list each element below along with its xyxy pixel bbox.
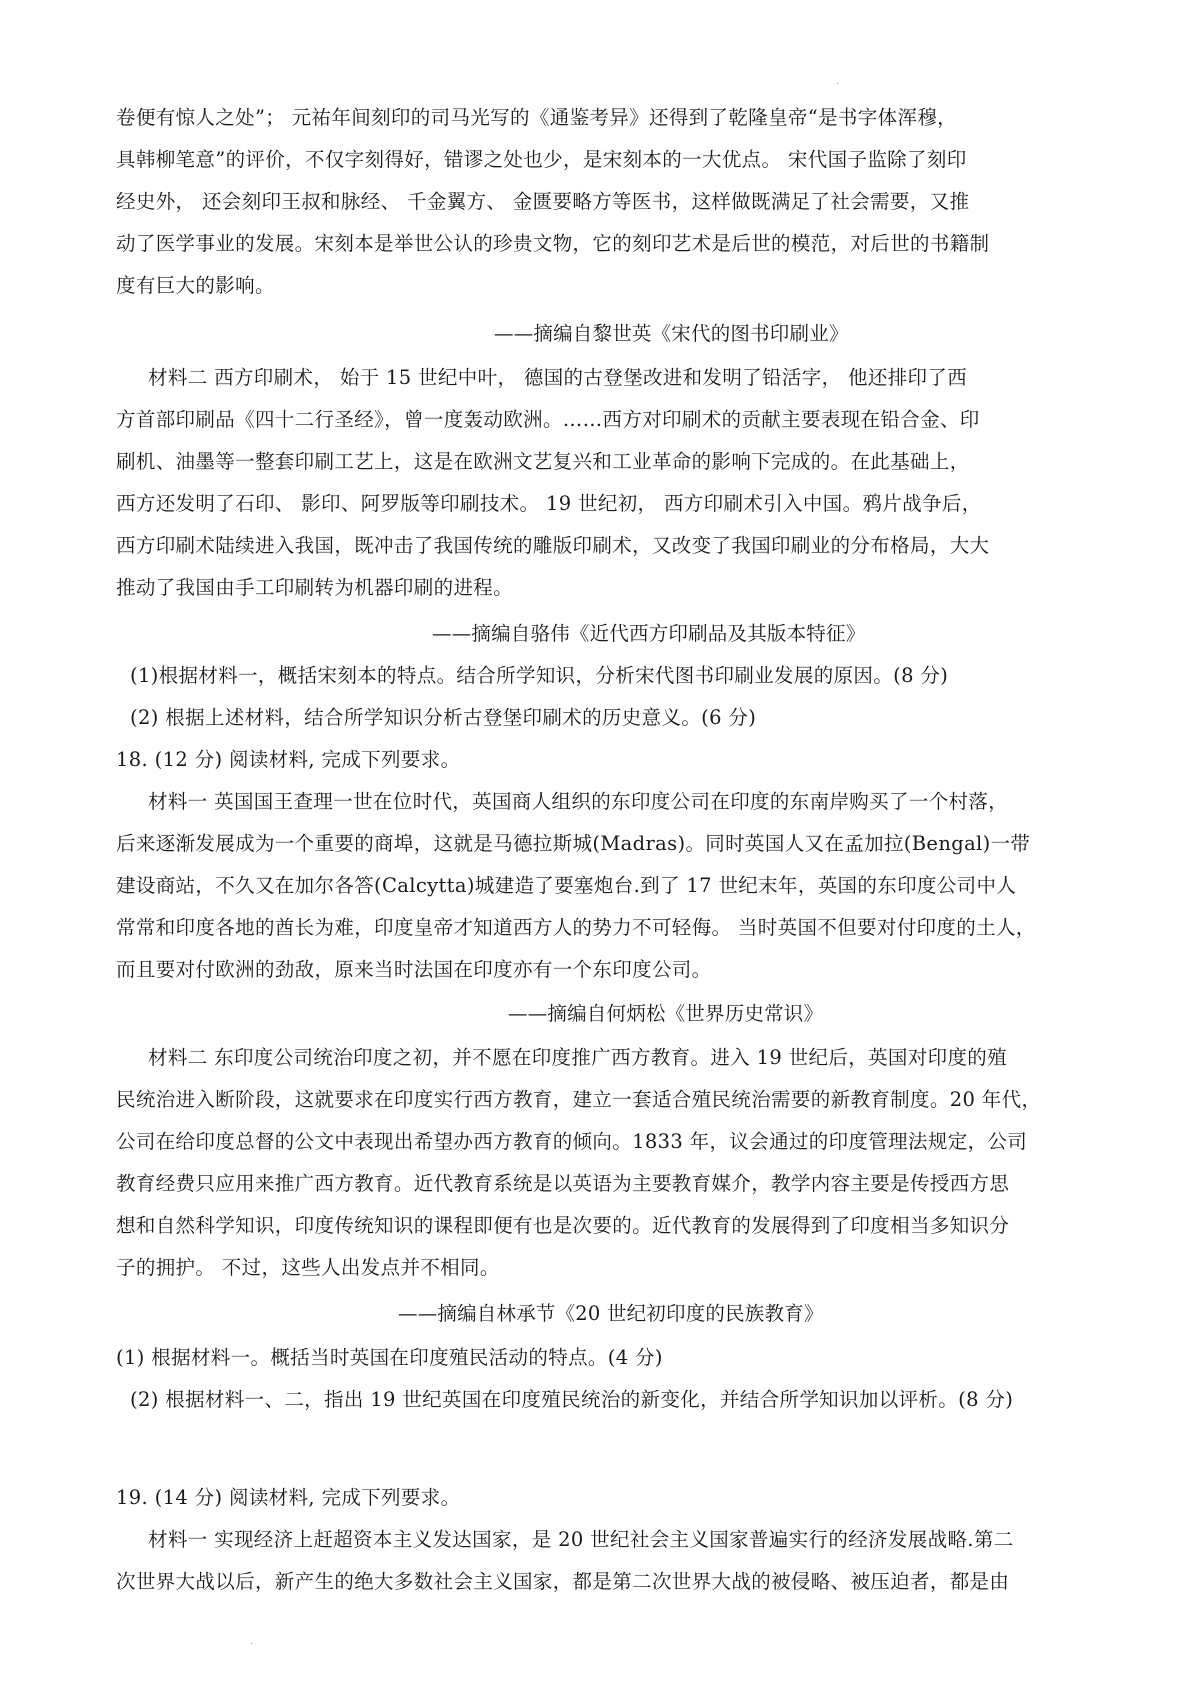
text-line: 动了医学事业的发展。宋刻本是举世公认的珍贵文物，它的刻印艺术是后世的模范，对后世的书籍制	[116, 232, 990, 255]
text-line: 而且要对付欧洲的劲敌，原来当时法国在印度亦有一个东印度公司。	[116, 958, 712, 981]
text-line: 建设商站，不久又在加尔各答(Calcytta)城建造了要塞炮台.到了 17 世纪末年，英国的东印度公司中人	[116, 874, 1017, 897]
question-item: (2) 根据材料一、二，指出 19 世纪英国在印度殖民统治的新变化，并结合所学知识加以评析。(8 分)	[130, 1388, 1014, 1411]
text-line: 具韩柳笔意”的评价，不仅字刻得好，错谬之处也少，是宋刻本的一大优点。 宋代国子监除了刻印	[116, 148, 967, 171]
text-line: 子的拥护。 不过，这些人出发点并不相同。	[116, 1256, 500, 1279]
text-line: 卷便有惊人之处”； 元祐年间刻印的司马光写的《通鉴考异》还得到了乾隆皇帝“是书字体浑穆，	[116, 106, 958, 129]
question-heading: 19. (14 分) 阅读材料, 完成下列要求。	[116, 1486, 461, 1509]
text-line: 常常和印度各地的酋长为难，印度皇帝才知道西方人的势力不可轻侮。 当时英国不但要对付印度的土人，	[116, 916, 1036, 939]
text-line: 次世界大战以后，新产生的绝大多数社会主义国家，都是第二次世界大战的被侵略、被压迫者，都是由	[116, 1570, 1010, 1593]
text-line: 材料一 实现经济上赶超资本主义发达国家，是 20 世纪社会主义国家普遍实行的经济发展战略.第二	[148, 1528, 1014, 1551]
question-heading: 18. (12 分) 阅读材料, 完成下列要求。	[116, 748, 461, 771]
source-citation: ——摘编自黎世英《宋代的图书印刷业》	[494, 322, 849, 345]
page-mark-top: ·	[836, 79, 840, 90]
page-mark-bottom: ·	[250, 1639, 254, 1650]
text-line: 推动了我国由手工印刷转为机器印刷的进程。	[116, 576, 514, 599]
text-line: 西方印刷术陆续进入我国，既冲击了我国传统的雕版印刷术，又改变了我国印刷业的分布格局，大大	[116, 534, 990, 557]
text-line: 度有巨大的影响。	[116, 274, 275, 297]
text-line: 教育经费只应用来推广西方教育。近代教育系统是以英语为主要教育媒介，教学内容主要是传授西方思	[116, 1172, 1010, 1195]
text-line: 方首部印刷品《四十二行圣经》，曾一度轰动欧洲。……西方对印刷术的贡献主要表现在铅合金、印	[116, 408, 980, 431]
text-line: 经史外， 还会刻印王叔和脉经、 千金翼方、 金匮要略方等医书，这样做既满足了社会需要，又推	[116, 190, 970, 213]
text-line: 材料一 英国国王查理一世在位时代，英国商人组织的东印度公司在印度的东南岸购买了一个村落，	[148, 790, 1009, 813]
question-item: (1) 根据材料一。概括当时英国在印度殖民活动的特点。(4 分)	[116, 1346, 663, 1369]
source-citation: ——摘编自骆伟《近代西方印刷品及其版本特征》	[432, 622, 866, 645]
text-line: 材料二 东印度公司统治印度之初，并不愿在印度推广西方教育。进入 19 世纪后，英国对印度的殖	[148, 1046, 1008, 1069]
text-line: 后来逐渐发展成为一个重要的商埠，这就是马德拉斯城(Madras)。同时英国人又在孟加拉(Bengal)一带	[116, 832, 1031, 855]
text-line: 民统治进入断阶段，这就要求在印度实行西方教育，建立一套适合殖民统治需要的新教育制度。20 年代，	[116, 1088, 1042, 1111]
text-line: 西方还发明了石印、 影印、阿罗版等印刷技术。 19 世纪初， 西方印刷术引入中国。鸦片战争后，	[116, 492, 982, 515]
text-line: 公司在给印度总督的公文中表现出希望办西方教育的倾向。1833 年，议会通过的印度管理法规定，公司	[116, 1130, 1028, 1153]
text-line: 想和自然科学知识，印度传统知识的课程即便有也是次要的。近代教育的发展得到了印度相当多知识分	[116, 1214, 1010, 1237]
question-item: (2) 根据上述材料，结合所学知识分析古登堡印刷术的历史意义。(6 分)	[130, 706, 757, 729]
text-line: 刷机、油墨等一整套印刷工艺上，这是在欧洲文艺复兴和工业革命的影响下完成的。在此基础上，	[116, 450, 970, 473]
source-citation: ——摘编自何炳松《世界历史常识》	[508, 1002, 824, 1025]
question-item: (1)根据材料一，概括宋刻本的特点。结合所学知识，分析宋代图书印刷业发展的原因。(8 分)	[130, 664, 949, 687]
text-line: 材料二 西方印刷术， 始于 15 世纪中叶， 德国的古登堡改进和发明了铅活字， 他还排印了西	[148, 366, 968, 389]
source-citation: ——摘编自林承节《20 世纪初印度的民族教育》	[398, 1302, 824, 1325]
